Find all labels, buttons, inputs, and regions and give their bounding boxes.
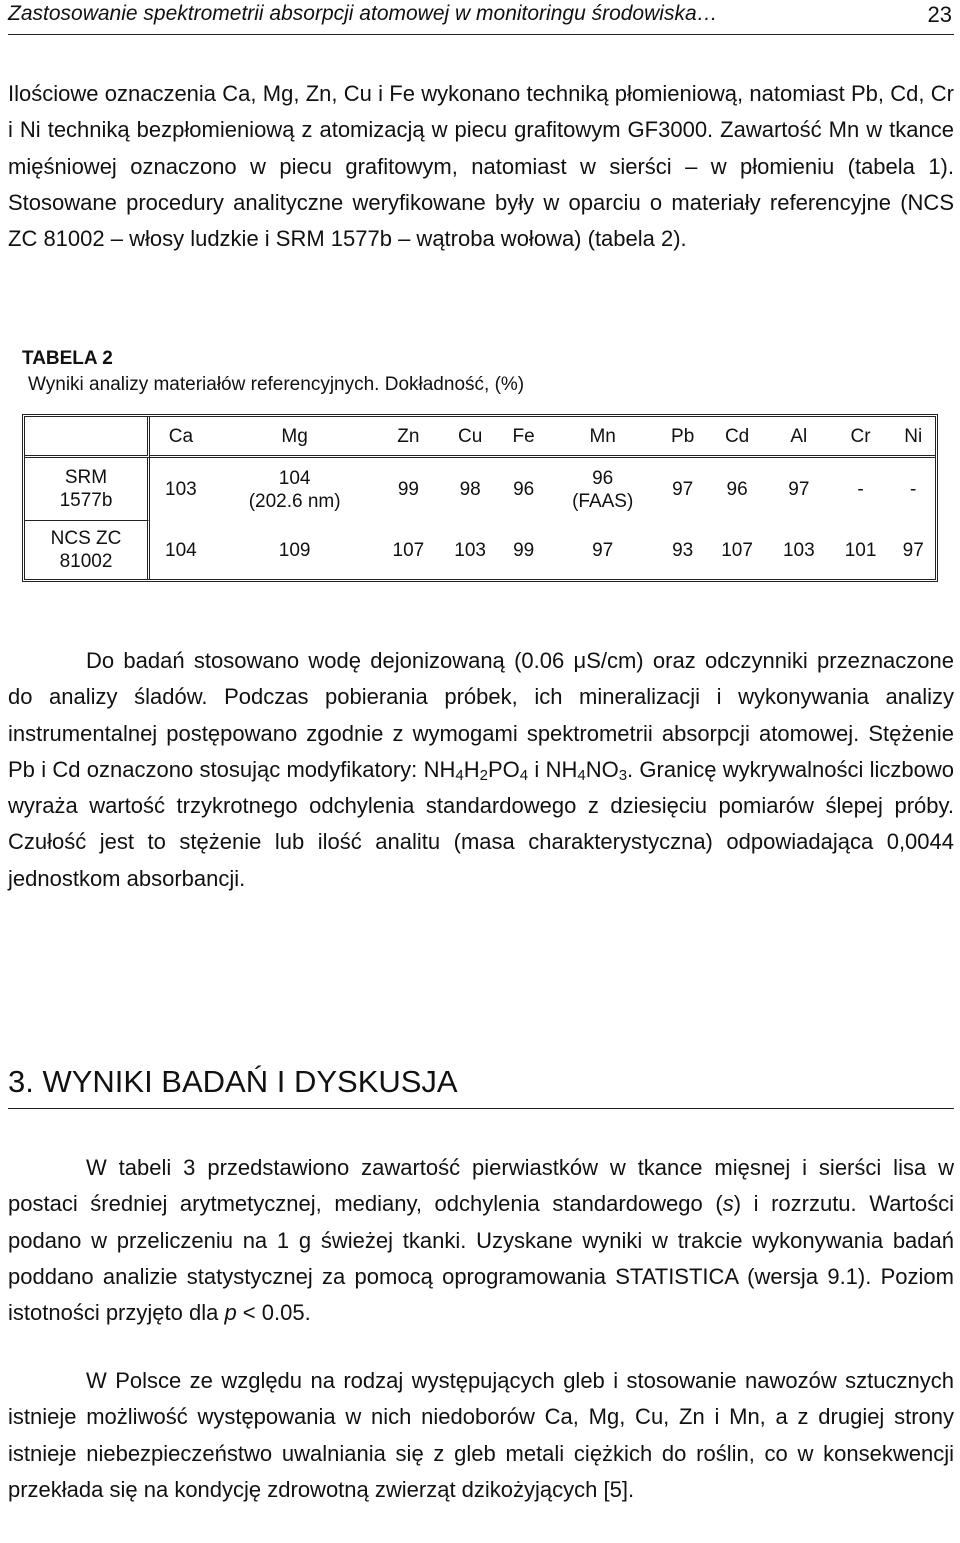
table-cell — [659, 458, 706, 521]
table-cell — [706, 458, 768, 521]
cell-value: 93 — [672, 539, 694, 561]
cell-value: 97 — [592, 539, 614, 561]
reference-materials-table — [22, 414, 938, 582]
cell-value: 99 — [513, 539, 535, 561]
page-number: 23 — [927, 2, 952, 27]
cell-value: 103 — [782, 539, 815, 561]
cell-value: 103 — [454, 539, 486, 561]
column-header: Zn — [378, 417, 440, 458]
table-cell — [891, 458, 935, 521]
cell-value: - — [910, 479, 917, 500]
cell-value: 99 — [397, 479, 419, 500]
column-header: Ca — [150, 417, 212, 458]
table-cell — [830, 521, 892, 579]
running-title: Zastosowanie spektrometrii absorpcji atomowej w monitoringu środowiska… — [8, 2, 718, 25]
row-header-line: SRM — [64, 467, 108, 488]
cell-value: 96 — [592, 467, 614, 489]
column-header: Mg — [212, 417, 378, 458]
table-cell — [768, 521, 830, 579]
row-header-line: 1577b — [59, 490, 113, 511]
intro-paragraph: Ilościowe oznaczenia Ca, Mg, Zn, Cu i Fe wykonano techniką płomieniową, natomiast Pb, Cd, Cr i Ni techniką bezpłomieniową z atomizacją w piecu grafitowym GF3000. Zawartość Mn w tkance mięśniowej oznaczono w piecu grafitowym, natomiast w sierści – w płomieniu (tabela 1). Stosowane procedury analityczne weryfikowane były w oparciu o materiały referencyjne (NCS ZC 81002 – włosy ludzkie i SRM 1577b – wątroba wołowa) (tabela 2). — [8, 81, 954, 252]
table-cell — [501, 521, 546, 579]
column-header: Fe — [501, 417, 546, 458]
table-cell — [659, 521, 706, 579]
table-cell — [706, 521, 768, 579]
methods-text: . Granicę wykrywalności liczbowo wyraża wartość trzykrotnego odchylenia standardowego z dziesięciu pomiarów ślepej próby. Czułość jest to stężenie lub ilość analitu (masa charakterystyczna) odpowiadająca 0,0044 jednostkom absorbancji. — [8, 756, 954, 891]
cell-value: 109 — [278, 539, 311, 561]
table-cell — [378, 458, 440, 521]
results-paragraph: W Polsce ze względu na rodzaj występujących gleb i stosowanie nawozów sztucznych istnieje możliwość występowania w nich niedoborów Ca, Mg, Cu, Zn i Mn, a z drugiej strony istnieje niebezpieczeństwo uwalniania się z gleb metali ciężkich do roślin, co w konsekwencji przekłada się na kondycję zdrowotną zwierząt dzikożyjących [5]. — [8, 1368, 954, 1502]
cell-value: 97 — [672, 479, 694, 500]
table-cell — [501, 458, 546, 521]
italic-symbol: p — [224, 1300, 237, 1326]
table-cell — [378, 521, 440, 579]
row-header — [25, 458, 150, 521]
column-header: Cu — [439, 417, 501, 458]
table-header-row — [25, 417, 935, 458]
chemical-formula: $NH_4H_2PO_4$ — [423, 756, 529, 784]
running-header — [8, 0, 954, 35]
table-cell — [150, 458, 212, 521]
column-header: Pb — [659, 417, 706, 458]
section-heading: 3. WYNIKI BADAŃ I DYSKUSJA — [8, 1064, 954, 1109]
table-row — [25, 521, 935, 579]
table-cell — [768, 458, 830, 521]
results-paragraph: W tabeli 3 przedstawiono zawartość pierwiastków w tkance mięsnej i sierści lisa w postaci średniej arytmetycznej, mediany, odchylenia standardowego (s) i rozrzutu. Wartości podano w przeliczeniu na 1 g świeżej tkanki. Uzyskane wyniki w trakcie wykonywania badań poddano analizie statystycznej za pomocą oprogramowania STATISTICA (wersja 9.1). Poziom istotności przyjęto dla p < 0.05. — [8, 1155, 954, 1326]
column-header: Ni — [891, 417, 935, 458]
cell-value: - — [857, 479, 864, 500]
row-header-line: NCS ZC — [50, 528, 122, 549]
table-cell — [891, 521, 935, 579]
table-label: TABELA 2 — [22, 348, 113, 369]
italic-symbol: s — [722, 1191, 734, 1217]
methods-text: Do badań stosowano wodę dejonizowaną (0.06 μS/cm) oraz odczynniki przeznaczone do analizy śladów. Podczas pobierania próbek, ich mineralizacji i wykonywania analizy instrumentalnej postępowano zgodnie z wymogami spektrometrii absorpcji atomowej. Stężenie Pb i Cd oznaczono stosując modyfikatory: — [8, 648, 954, 782]
cell-value: 103 — [165, 479, 197, 500]
cell-value: 104 — [165, 539, 197, 561]
column-header: Cd — [706, 417, 768, 458]
cell-value: 101 — [844, 539, 877, 561]
chemical-formula: $NH_4NO_3$ — [545, 756, 628, 784]
cell-value: 98 — [459, 479, 481, 500]
table-cell — [439, 521, 501, 579]
cell-value: 97 — [902, 539, 924, 561]
table-cell — [546, 458, 659, 521]
table-cell — [212, 458, 378, 521]
cell-value: 97 — [788, 479, 810, 500]
table-row — [25, 458, 935, 521]
table-corner-cell — [25, 417, 150, 458]
table-cell — [830, 458, 892, 521]
methods-paragraph — [8, 643, 954, 897]
table-cell — [546, 521, 659, 579]
cell-note: (202.6 nm) — [248, 490, 341, 512]
column-header: Cr — [830, 417, 892, 458]
column-header: Mn — [546, 417, 659, 458]
cell-note: (FAAS) — [572, 490, 634, 512]
cell-value: 104 — [278, 467, 311, 489]
column-header: Al — [768, 417, 830, 458]
row-header — [25, 521, 150, 579]
methods-text: i — [528, 756, 546, 782]
cell-value: 96 — [726, 479, 748, 500]
table-cell — [439, 458, 501, 521]
cell-value: 107 — [721, 539, 753, 561]
cell-value: 96 — [513, 479, 535, 500]
table-cell — [212, 521, 378, 579]
table-cell — [150, 521, 212, 579]
table-caption: Wyniki analizy materiałów referencyjnych. Dokładność, (%) — [28, 374, 525, 395]
row-header-line: 81002 — [59, 551, 113, 572]
cell-value: 107 — [392, 539, 425, 561]
